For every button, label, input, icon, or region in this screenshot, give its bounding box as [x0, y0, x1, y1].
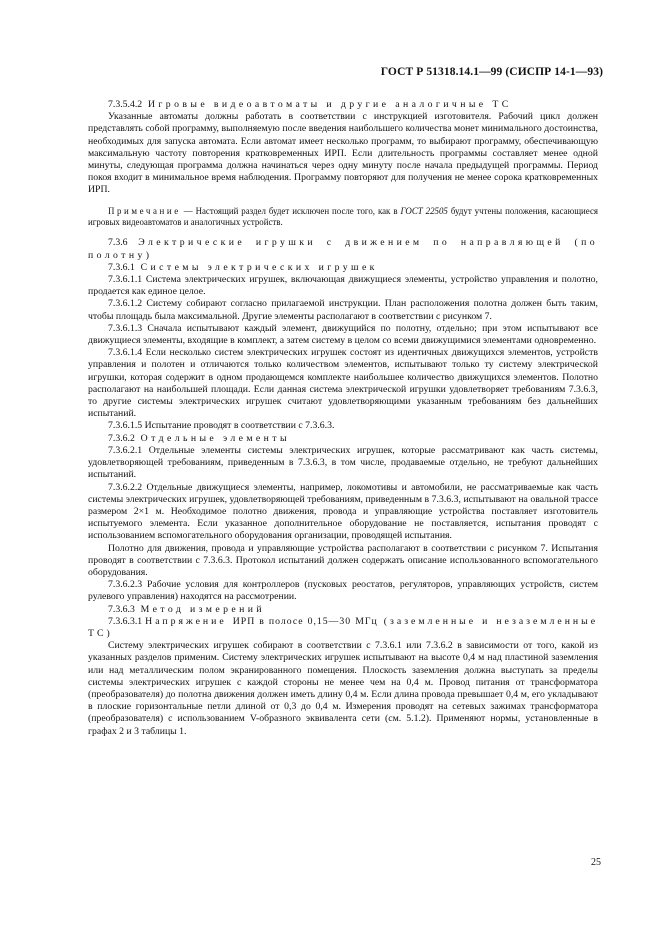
- paragraph-7-3-6-2-1: 7.3.6.2.1 Отдельные элементы системы электрических игрушек, которые рассматривают как часть системы, удовлетворяющей требованиям, приведенным в 7.3.6.3, в том числе, продаваемые отдельно, не требуют дальнейших испытаний.: [88, 444, 598, 481]
- section-heading-7-3-5-4-2: 7.3.5.4.2 Игровые видеоавтоматы и другие аналогичные ТС: [108, 99, 512, 110]
- paragraph-7-3-6-2-2-b: Полотно для движения, провода и управляющие устройства располагают в соответствии с рисунком 7. Испытания проводят в соответствии с 7.3.6.3. Протокол испытаний должен содержать описание использованного вспомогательного оборудования.: [88, 542, 598, 578]
- paragraph-7-3-6-2-2: 7.3.6.2.2 Отдельные движущиеся элементы, например, локомотивы и автомобили, не рассматриваемые как часть системы электрических игрушек, удовлетворяющей требованиям, приведенным в 7.3.6.3, испытывают на овальной трассе размером 2×1 м. Необходимое полотно движения, провода и управляющие устройства поставляет изготовитель испытуемого элемента. Если указанное дополнительное оборудование не поставляется, испытания проводят с использованием вспомогательного оборудования организации, проводящей испытания.: [88, 481, 598, 542]
- paragraph-7-3-6-1-4: 7.3.6.1.4 Если несколько систем электрических игрушек состоят из идентичных движущихся элементов, устройств управления и полотен и отличаются только количеством элементов, испытывают только ту систему электрической игрушки, которая содержит в одном продающемся комплекте наибольшее количество движущихся элементов. Полотно располагают на наибольшей площади. Если данная система электрической игрушки удовлетворяет требованиям 7.3.6.3, то другие системы электрических игрушек считают удовлетворяющими указанным требованиям без дальнейших испытаний.: [88, 347, 598, 420]
- paragraph-7-3-5-4-2: Указанные автоматы должны работать в соответствии с инструкцией изготовителя. Рабочий цикл должен представлять собой программу, выполняемую после введения наибольшего количества монет минимального достоинства, необходимых для запуска автомата. Если автомат имеет несколько программ, то выбирают программу, обеспечивающую максимальную частоту повторения кратковременных ИРП. Если длительность программы составляет менее одной минуты, следующая программа должна начинаться через одну минуту после начала предыдущей программы. Период покоя входит в минимальное время наблюдения. Программу повторяют для получения не менее сорока кратковременных ИРП.: [88, 111, 598, 196]
- paragraph-7-3-6-2-3: 7.3.6.2.3 Рабочие условия для контроллеров (пусковых реостатов, регуляторов, управляющих устройств, систем рулевого управления) находятся на рассмотрении.: [88, 579, 598, 603]
- page-number: 25: [591, 857, 601, 868]
- document-header: ГОСТ Р 51318.14.1—99 (СИСПР 14-1—93): [380, 66, 603, 78]
- note-label: Примечание: [108, 205, 181, 216]
- note-gost-ref: ГОСТ 22505: [400, 205, 448, 216]
- paragraph-7-3-6-1-3: 7.3.6.1.3 Сначала испытывают каждый элемент, движущийся по полотну, отдельно; при этом испытывают все движущиеся элементы, входящие в комплект, а затем систему в целом со всеми движущимися элементами одновременно.: [88, 322, 598, 347]
- note-paragraph: Примечание — Настоящий раздел будет исключен после того, как в ГОСТ 22505 будут учтены положения, касающиеся игровых видеоавтоматов и аналогичных устройств.: [88, 205, 598, 228]
- document-body: [88, 99, 598, 738]
- section-heading-7-3-6-2: 7.3.6.2 Отдельные элементы: [108, 432, 290, 444]
- paragraph-7-3-6-1-2: 7.3.6.1.2 Систему собирают согласно прилагаемой инструкции. План расположения полотна должен быть таким, чтобы площадь была максимальной. Другие элементы располагают в соответствии с рисунком 7.: [88, 298, 598, 322]
- paragraph-7-3-6-3-1: Систему электрических игрушек собирают в соответствии с 7.3.6.1 или 7.3.6.2 в зависимости от того, какой из указанных разделов применим. Систему электрических игрушек испытывают на высоте 0,4 м над пластиной заземления или над металлическим полом экранированного помещения. Плоскость заземления должна выступать за пределы системы электрических игрушек с каждой стороны не менее чем на 0,4 м. Провод питания от трансформатора (преобразователя) до полотна движения должен иметь длину 0,4 м. Если длина провода превышает 0,4 м, его укладывают в плоские горизонтальные петли длиной от 0,3 до 0,4 м. Измерения проводят на сетевых зажимах трансформатора (преобразователя) с использованием V-образного эквивалента сети (см. 5.1.2). Применяют нормы, установленные в графах 2 и 3 таблицы 1.: [88, 640, 598, 737]
- section-heading-7-3-6-1: 7.3.6.1 Системы электрических игрушек: [108, 261, 378, 273]
- paragraph-7-3-6-1-5: 7.3.6.1.5 Испытание проводят в соответствии с 7.3.6.3.: [108, 420, 335, 432]
- section-heading-7-3-6: 7.3.6 Электрические игрушки с движением по направляющей (по полотну): [88, 237, 598, 261]
- paragraph-7-3-6-1-1: 7.3.6.1.1 Система электрических игрушек, включающая движущиеся элементы, устройство управления и полотно, продается как единое целое.: [88, 274, 598, 298]
- section-heading-7-3-6-3-1: 7.3.6.3.1 Напряжение ИРП в полосе 0,15—30 МГц (заземленные и незаземленные ТС): [88, 615, 599, 639]
- section-heading-7-3-6-3: 7.3.6.3 Метод измерений: [108, 603, 265, 615]
